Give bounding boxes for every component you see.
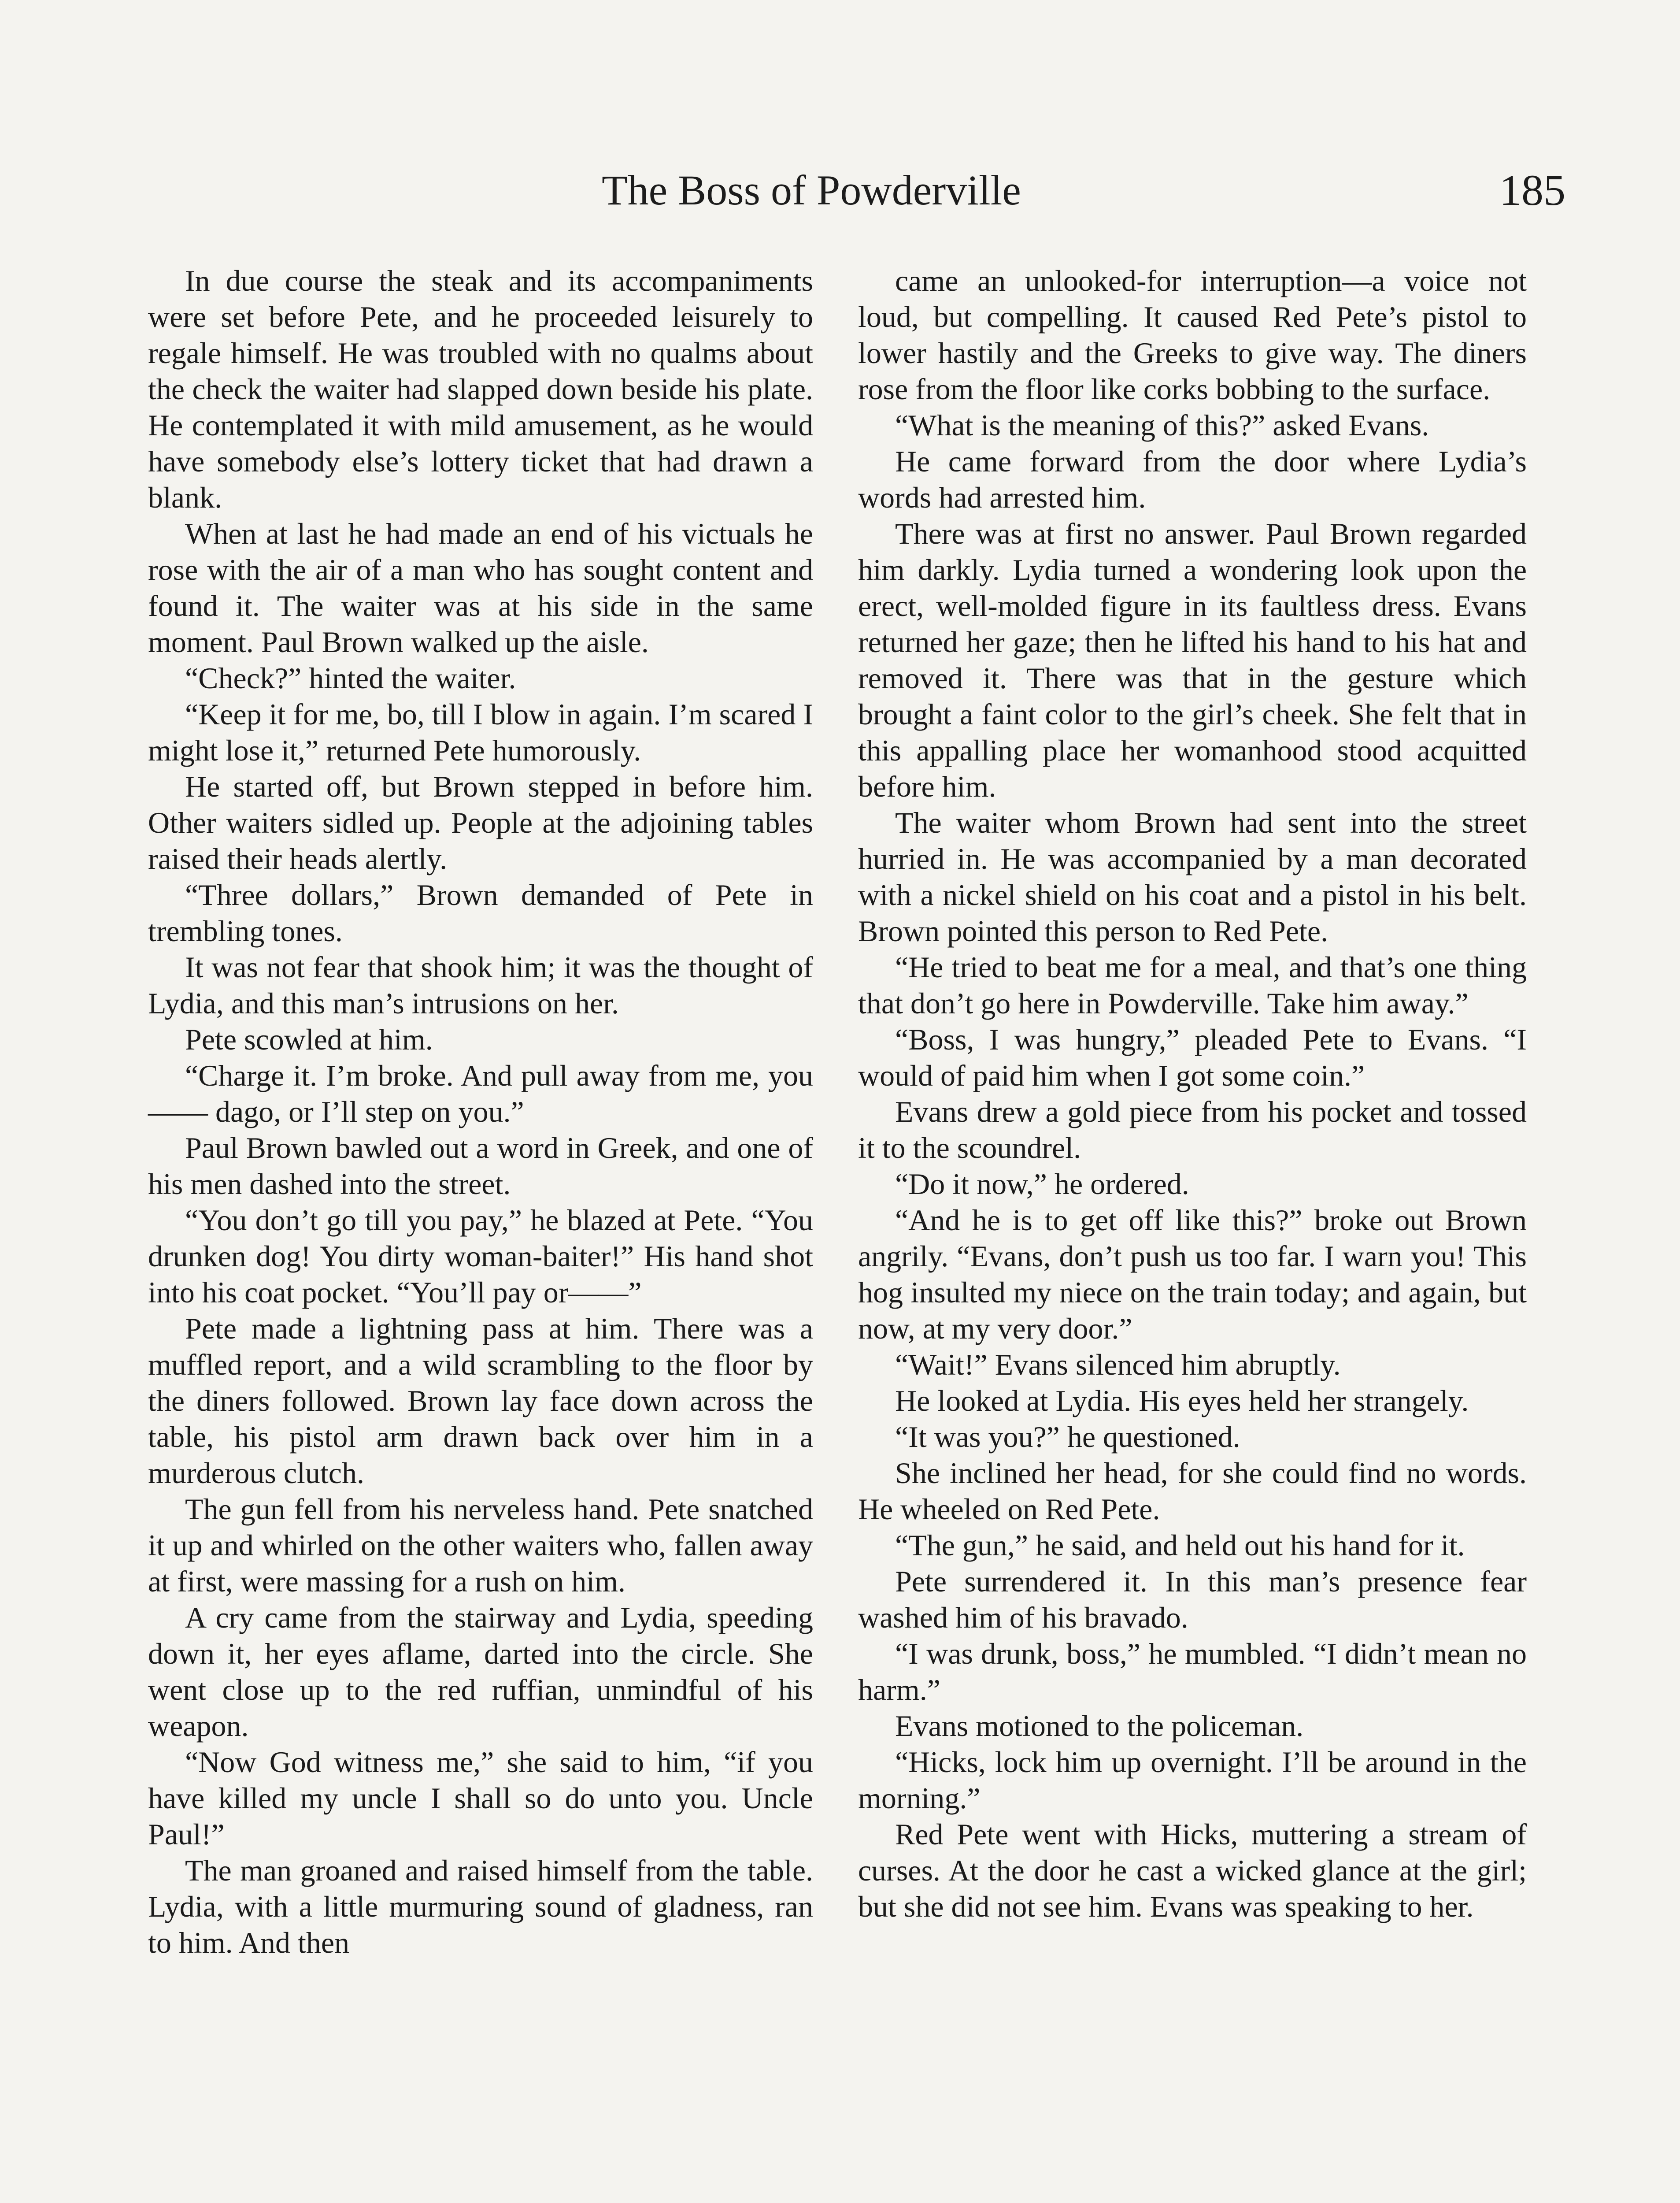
paragraph: Pete scowled at him. — [185, 1023, 433, 1056]
text-column-left — [148, 263, 813, 1961]
paragraph: Paul Brown bawled out a word in Greek, and one of his men dashed into the street. — [148, 1131, 813, 1201]
paragraph: He came forward from the door where Lydia’s words had arrested him. — [858, 445, 1527, 514]
paragraph: “He tried to beat me for a meal, and that’s one thing that don’t go here in Powderville. Take him away.” — [858, 950, 1527, 1020]
paragraph: “Charge it. I’m broke. And pull away from me, you —— dago, or I’ll step on you.” — [148, 1059, 813, 1128]
paragraph: There was at first no answer. Paul Brown regarded him darkly. Lydia turned a wondering look upon the erect, well-molded figure in its faultless dress. Evans returned her gaze; then he lifted his hand to his hat and removed it. There was that in the gesture which brought a faint color to the girl’s cheek. She felt that in this appalling place her womanhood stood acquitted before him. — [858, 517, 1527, 803]
paragraph: “Wait!” Evans silenced him abruptly. — [895, 1348, 1341, 1381]
paragraph: In due course the steak and its accompaniments were set before Pete, and he proceeded leisurely to regale himself. He was troubled with no qualms about the check the waiter had slapped down beside his plate. He contemplated it with mild amusement, as he would have somebody else’s lottery ticket that had drawn a blank. — [148, 264, 813, 514]
paragraph: “You don’t go till you pay,” he blazed at Pete. “You drunken dog! You dirty woman-baiter!” His hand shot into his coat pocket. “You’ll pay or——” — [148, 1203, 813, 1309]
paragraph: came an unlooked-for interruption—a voice not loud, but compelling. It caused Red Pete’s pistol to lower hastily and the Greeks to give way. The diners rose from the floor like corks bobbing to the surface. — [858, 264, 1527, 406]
paragraph: A cry came from the stairway and Lydia, speeding down it, her eyes aflame, darted into the circle. She went close up to the red ruffian, unmindful of his weapon. — [148, 1601, 813, 1743]
running-title: The Boss of Powderville — [602, 167, 1021, 214]
paragraph: “Do it now,” he ordered. — [895, 1167, 1189, 1201]
paragraph: The man groaned and raised himself from the table. Lydia, with a little murmuring sound of gladness, ran to him. And then — [148, 1854, 813, 1959]
paragraph: Pete surrendered it. In this man’s presence fear washed him of his bravado. — [858, 1565, 1527, 1634]
paragraph: When at last he had made an end of his victuals he rose with the air of a man who has sought content and found it. The waiter was at his side in the same moment. Paul Brown walked up the aisle. — [148, 517, 813, 659]
paragraph: He looked at Lydia. His eyes held her strangely. — [895, 1384, 1469, 1417]
paragraph: “Three dollars,” Brown demanded of Pete in trembling tones. — [148, 878, 813, 948]
text-column-right — [858, 263, 1527, 1925]
paragraph: “Keep it for me, bo, till I blow in again. I’m scared I might lose it,” returned Pete humorously. — [148, 697, 813, 767]
page-number: 185 — [1499, 166, 1565, 215]
paragraph: Evans motioned to the policeman. — [895, 1709, 1304, 1743]
paragraph: The waiter whom Brown had sent into the street hurried in. He was accompanied by a man decorated with a nickel shield on his coat and a pistol in his belt. Brown pointed this person to Red Pete. — [858, 806, 1527, 948]
paragraph: “The gun,” he said, and held out his hand for it. — [895, 1528, 1465, 1562]
paragraph: “And he is to get off like this?” broke out Brown angrily. “Evans, don’t push us too far. I warn you! This hog insulted my niece on the train today; and again, but now, at my very door.” — [858, 1203, 1527, 1345]
paragraph: “Boss, I was hungry,” pleaded Pete to Evans. “I would of paid him when I got some coin.” — [858, 1023, 1527, 1092]
paragraph: Red Pete went with Hicks, muttering a stream of curses. At the door he cast a wicked glance at the girl; but she did not see him. Evans was speaking to her. — [858, 1817, 1527, 1923]
paragraph: “It was you?” he questioned. — [895, 1420, 1240, 1454]
paragraph: The gun fell from his nerveless hand. Pete snatched it up and whirled on the other waiters who, fallen away at first, were massing for a rush on him. — [148, 1492, 813, 1598]
paragraph: It was not fear that shook him; it was the thought of Lydia, and this man’s intrusions on her. — [148, 950, 813, 1020]
paragraph: “Hicks, lock him up overnight. I’ll be around in the morning.” — [858, 1745, 1527, 1815]
paragraph: Evans drew a gold piece from his pocket and tossed it to the scoundrel. — [858, 1095, 1527, 1165]
paragraph: Pete made a lightning pass at him. There was a muffled report, and a wild scrambling to the floor by the diners followed. Brown lay face down across the table, his pistol arm drawn back over him in a murderous clutch. — [148, 1312, 813, 1490]
paragraph: He started off, but Brown stepped in before him. Other waiters sidled up. People at the adjoining tables raised their heads alertly. — [148, 770, 813, 875]
paragraph: “Now God witness me,” she said to him, “if you have killed my uncle I shall so do unto you. Uncle Paul!” — [148, 1745, 813, 1851]
paragraph: “Check?” hinted the waiter. — [185, 661, 516, 695]
paragraph: She inclined her head, for she could find no words. He wheeled on Red Pete. — [858, 1456, 1527, 1526]
paragraph: “What is the meaning of this?” asked Evans. — [895, 408, 1429, 442]
paragraph: “I was drunk, boss,” he mumbled. “I didn’t mean no harm.” — [858, 1637, 1527, 1706]
